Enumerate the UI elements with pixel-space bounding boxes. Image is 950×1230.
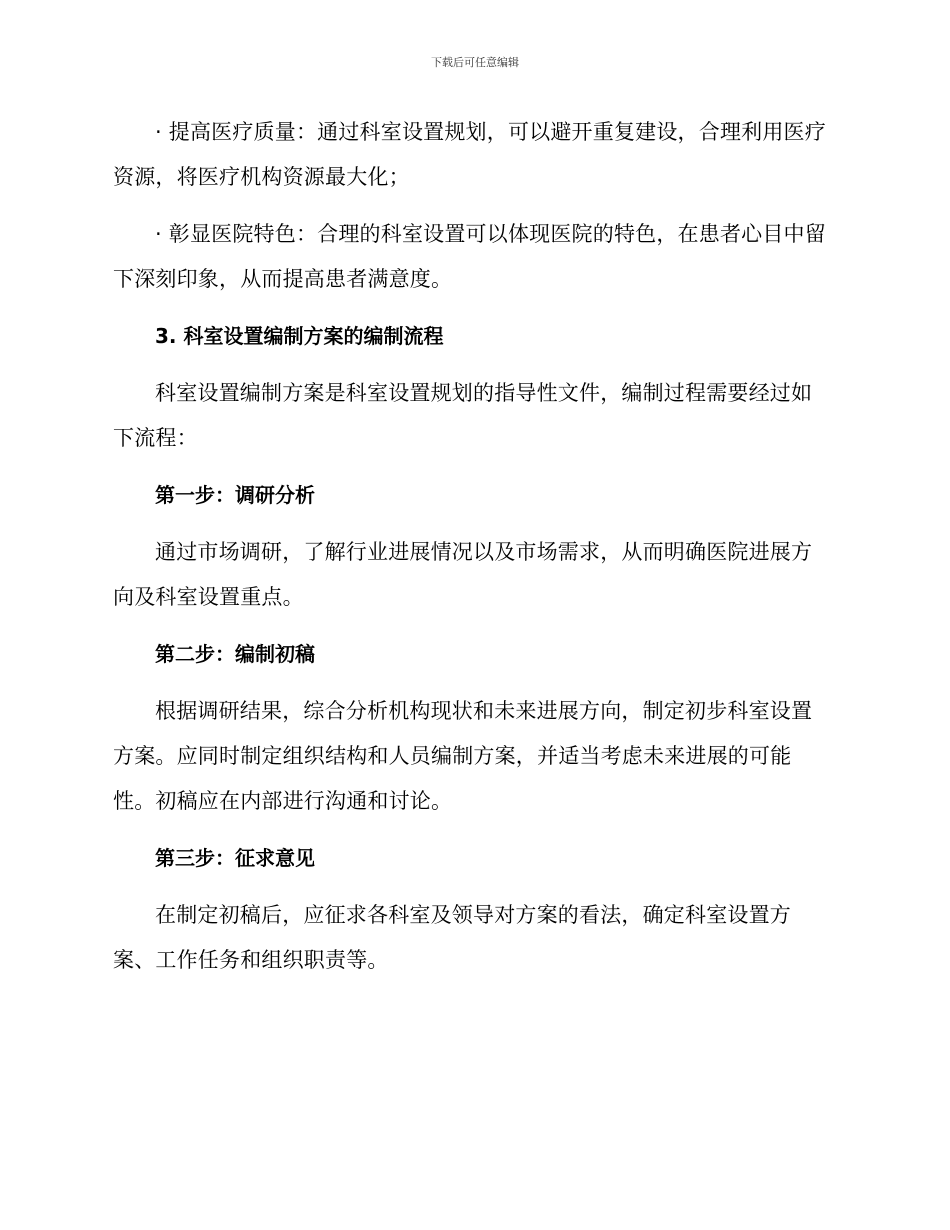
step2-heading: 第二步：编制初稿	[155, 642, 315, 666]
section-heading: 3. 科室设置编制方案的编制流程	[155, 324, 444, 348]
intro-paragraph: 科室设置编制方案是科室设置规划的指导性文件，编制过程需要经过如下流程：	[113, 381, 813, 450]
document-body	[113, 110, 833, 995]
step1-paragraph: 通过市场调研，了解行业进展情况以及市场需求，从而明确医院进展方向及科室设置重点。	[113, 540, 813, 609]
bullet-paragraph-features: · 彰显医院特色：合理的科室设置可以体现医院的特色，在患者心目中留下深刻印象，从而提高患者满意度。	[113, 222, 826, 291]
step3-paragraph: 在制定初稿后，应征求各科室及领导对方案的看法，确定科室设置方案、工作任务和组织职责等。	[113, 903, 791, 972]
step2-paragraph: 根据调研结果，综合分析机构现状和未来进展方向，制定初步科室设置方案。应同时制定组织结构和人员编制方案，并适当考虑未来进展的可能性。初稿应在内部进行沟通和讨论。	[113, 699, 813, 813]
step3-heading: 第三步：征求意见	[155, 846, 315, 870]
page-header: 下载后可任意编辑	[431, 56, 519, 69]
bullet-paragraph-quality: · 提高医疗质量：通过科室设置规划，可以避开重复建设，合理利用医疗资源，将医疗机构资源最大化；	[113, 120, 826, 189]
step1-heading: 第一步：调研分析	[155, 483, 315, 507]
